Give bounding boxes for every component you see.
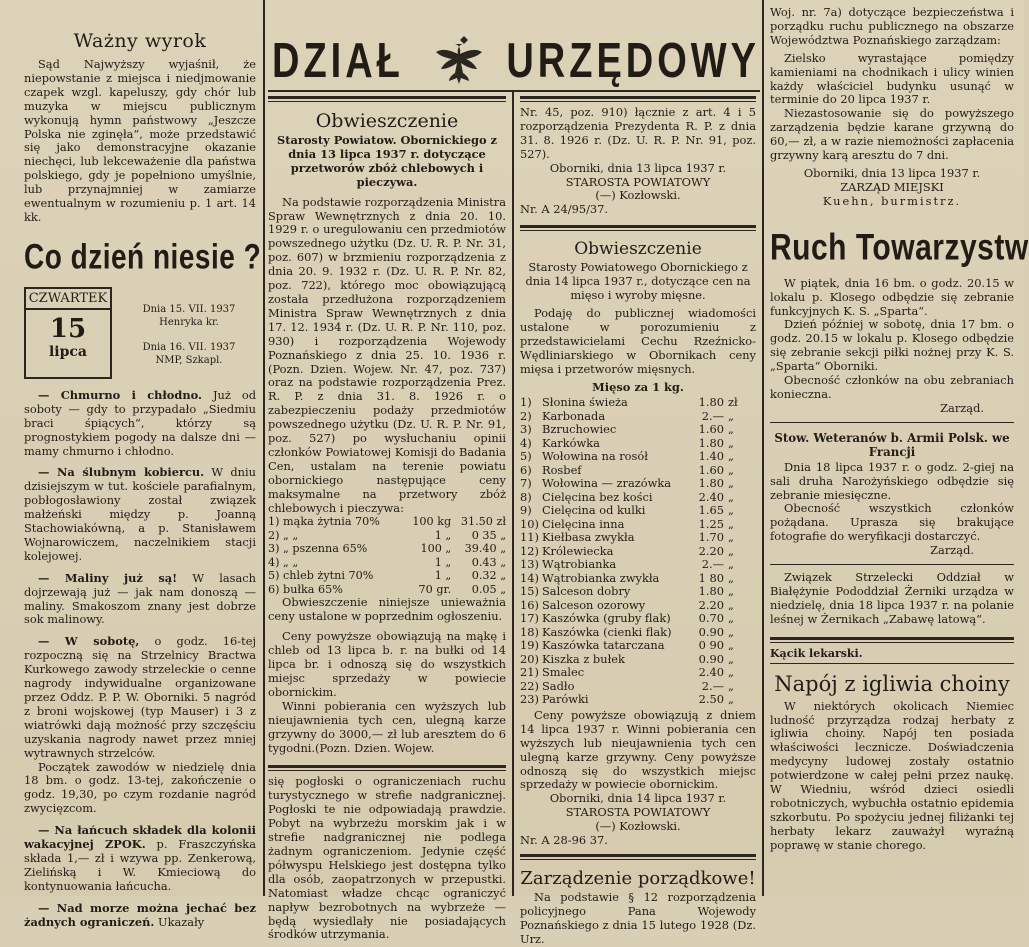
news-item: — Na ślubnym kobiercu. W dniu dzisiejszym w tut. kościele parafialnym, pobłogosławiony został związek małżeński między p. Joanną Stachowiakówną, a p. Stanisławem Wojnarowiczem, naczelnikiem stacji kolejowej. (24, 465, 256, 563)
ruch-item: Obecność członków na obu zebraniach konieczna. (770, 373, 1014, 401)
meat-row: 22) Sadło 2.— „ (520, 678, 734, 693)
nad-morze-continuation: się pogłoski o ograniczeniach ruchu turystycznego w strefie nadgranicznej. Pogłoski te nie odpowiadają prawdzie. Pobyt na wybrzeżu morskim jak i w strefie nadgranicznej nie podlega żadnym ograniczeniom. Jedynie część półwyspu Helskiego jest dostępna tylko dla osób, zaopatrzonych w przepustki. Natomiast władze chcąc ograniczyć napływ bezrobotnych na wybrzeże — będą wysiedlały nie posiadających środków utrzymania. (268, 774, 506, 942)
signature-name: Kuehn, burmistrz. (822, 193, 962, 208)
meat-table-header: Mięso za 1 kg. (592, 379, 684, 394)
column-3 (514, 0, 762, 946)
meat-row: 8) Cielęcina bez kości 2.40 „ (520, 489, 734, 504)
flour-row: 2) „ „ 1 „ 0 35 „ (268, 528, 506, 542)
meat-row: 12) Królewiecka 2.20 „ (520, 543, 734, 558)
obwieszczenie-title: Obwieszczenie (315, 110, 459, 132)
meat-row: 16) Salceson ozorowy 2.20 „ (520, 597, 734, 612)
meat-row: 11) Kiełbasa zwykła 1.70 „ (520, 530, 734, 545)
zarzadzenie-para: Zielsko wyrastające pomiędzy kamieniami na chodnikach i ulicy winien każdy właściciel budynku usunąć w terminie do 20 lipca 1937 r. (770, 50, 1014, 107)
ruch-sign: Zarząd. (940, 400, 984, 415)
meat-price-table (520, 396, 756, 707)
zarzadzenie-title: Zarządzenie porządkowe! (520, 867, 756, 889)
news-item: Początek zawodów w niedzielę dnia 18 bm. o godz. 13-tej, zakończenie o godz. 19,30, po czym rozdanie nagród zwycięzcom. (24, 759, 256, 816)
meat-row: 19) Kaszówka tatarczana 0 90 „ (520, 638, 734, 653)
signature-date: Oborniki, dnia 14 lipca 1937 r. (549, 791, 727, 806)
obwieszczenie-meat-text: Podaję do publicznej wiadomości ustalone w porozumieniu z przedstawicielami Cechu Rzeźnicko-Wędliniarskiego w Obornikach ceny mięsa i przetworów mięsnych. (520, 305, 756, 376)
column-1 (0, 0, 262, 929)
obwieszczenie-meat-subtitle: Starosty Powiatowego Obornickiego z dnia 14 lipca 1937 r., dotyczące cen na mięso i wyroby mięsne. (525, 260, 751, 303)
calendar-weekday: CZWARTEK (26, 289, 110, 310)
meat-row: 18) Kaszówka (cienki flak) 0.90 „ (520, 624, 734, 639)
flour-row: 5) chleb żytni 70% 1 „ 0.32 „ (268, 569, 506, 583)
news-item: — Chmurno i chłodno. Już od soboty — gdy to przypadało „Siedmiu braci śpiących“, którzy są prognostykiem pogody na dalsze dni — mamy chmurno i chłodno. (24, 387, 256, 458)
column-4 (764, 0, 1029, 896)
ruch-item: W piątek, dnia 16 bm. o godz. 20.15 w lokalu p. Klosego odbędzie się zebranie funkcyjnych K. S. „Sparta“. (770, 275, 1014, 318)
meat-row: 20) Kiszka z bułek 0.90 „ (520, 651, 734, 666)
niesie-title: Co dzień niesie ? (24, 236, 262, 276)
meat-row: 7) Wołowina — zrazówka 1.80 „ (520, 476, 734, 491)
calendar-date-1: Dnia 15. VII. 1937 (142, 303, 236, 315)
obwieszczenie-text-4: Winni pobierania cen wyższych lub nieujawnienia tych cen, ulegną karze grzywny do 3000,— zł lub aresztem do 6 tygodni.(Pozn. Dzien. Wojew. (268, 698, 506, 755)
meat-row: 17) Kaszówka (gruby flak) 0.70 „ (520, 611, 734, 626)
news-item: — W sobotę, o godz. 16-tej rozpoczną się na Strzelnicy Bractwa Kurkowego zawody strzeleckie o cenne nagrody indywidualne organizowane przez Oddz. P. P. W. Oborniki. 5 nagród z broni wojskowej (typ Mauser) i 3 z wiatrówki dają możność przy szczęściu uzyskania nagrody nawet przez mniej wytrawnych strzelców. (24, 634, 256, 760)
napoj-text: W niektórych okolicach Niemiec ludność przyrządza rodzaj herbaty z igliwia choiny. Napój ten posiada właściwości lecznicze. Doświadczenia medycyny ludowej zostały ostatnio potwierdzone w całej pełni przez naukę. W Wiedniu, wśród dzieci osiedli robotniczych, wybuchła ostatnio epidemia szkorbutu. Po spożyciu jednej filiżanki tej herbaty lekarz zauważył wyraźną poprawę w stanie chorego. (770, 698, 1014, 852)
obwieszczenie-text-2: Obwieszczenie niniejsze unieważnia ceny ustalone w poprzednim ogłoszeniu. (268, 595, 506, 624)
calendar-name-2: NMP, Szkapl. (155, 354, 223, 366)
signature-office: STAROSTA POWIATOWY (565, 174, 711, 189)
obwieszczenie-continuation: Nr. 45, poz. 910) łącznie z art. 4 i 5 rozporządzenia Prezydenta R. P. z dnia 31. 8. 1926 r. (Dz. U. R. P. Nr. 91, poz. 527). (520, 105, 756, 161)
document-number: Nr. A 24/95/37. (520, 202, 609, 217)
flour-row: 1) mąka żytnia 70% 100 kg 31.50 zł (268, 515, 506, 529)
meat-row: 15) Salceson dobry 1.80 „ (520, 584, 734, 599)
wyrok-text: Sąd Najwyższy wyjaśnił, że niepowstanie z miejsca i niedjmowanie czapek wzgl. kapeluszy, gdy chór lub muzyka w miejscu publicznym wykonują hymn państwowy „Jeszcze Polska nie zginęła“, może przedstawić się jako demonstracyjne okazanie niechęci, lub lekceważenie dla państwa polskiego, gdy je popełniono umyślnie, lub przynajmniej w zamiarze ewentualnym w rozumieniu p. 1 art. 14 kk. (24, 57, 256, 224)
flour-row: 4) „ „ 1 „ 0.43 „ (268, 555, 506, 569)
calendar-month: lipca (48, 343, 88, 360)
napoj-title: Napój z igliwia choiny (774, 671, 1010, 696)
obwieszczenie-text-3: Ceny powyższe obowiązują na mąkę i chleb od 13 lipca b. r. na bułki od 14 lipca br. i odnoszą się do wszystkich miejsc sprzedaży w powiecie obornickim. (268, 629, 506, 699)
meat-row: 3) Bzruchowiec 1.60 „ (520, 422, 734, 437)
stowarzyszenie-text: Dnia 18 lipca 1937 r. o godz. 2-giej na sali druha Narożyńskiego odbędzie się zebranie miesięczne. (770, 459, 1014, 502)
obwieszczenie-meat-text-2: Ceny powyższe obowiązują z dniem 14 lipca 1937 r. Winni pobierania cen wyższych lub nieujawnienia tych cen ulegną karze grzywny. Ceny powyższe odnoszą się do wszystkich miejsc sprzedaży w powiecie obornickim. (520, 707, 756, 792)
kacik-lekarski-title: Kącik lekarski. (770, 646, 863, 660)
flour-row: 3) „ pszenna 65% 100 „ 39.40 „ (268, 542, 506, 556)
column-2 (264, 0, 512, 942)
stowarzyszenie-sign: Zarząd. (930, 543, 974, 558)
signature-date: Oborniki, dnia 13 lipca 1937 r. (549, 160, 727, 175)
calendar-dates (112, 287, 256, 379)
meat-row: 6) Rosbef 1.60 „ (520, 462, 734, 477)
stowarzyszenie-title: Stow. Weteranów b. Armii Polsk. we Francji (774, 430, 1010, 459)
signature-office: ZARZĄD MIEJSKI (840, 179, 944, 194)
news-item: — Maliny już są! W lasach dojrzewają już — jak nam donoszą — maliny. Smakoszom znany jest dobrze sok malinowy. (24, 570, 256, 627)
ruch-item: Dzień później w sobotę, dnia 17 bm. o godz. 20.15 w lokalu p. Klosego odbędzie się zebranie sekcji piłki nożnej przy K. S. „Sparta“ Oborniki. (770, 317, 1014, 374)
meat-row: 9) Cielęcina od kulki 1.65 „ (520, 503, 734, 518)
masthead-left: DZIAŁ (272, 34, 404, 89)
obwieszczenie-subtitle: Starosty Powiatow. Obornickiego z dnia 13 lipca 1937 r. dotyczące przetworów zbóż chlebowych i pieczywa. (276, 133, 498, 189)
obwieszczenie-text: Na podstawie rozporządzenia Ministra Spraw Wewnętrznych z dnia 20. 10. 1929 r. o uregulowaniu cen przedmiotów powszednego użytku (Dz. U. R. P. Nr. 31, poz. 607) w brzmieniu rozporządzenia z dnia 20. 9. 1932 r. (Dz. U. R. P. Nr. 82, poz. 722), którego moc obowiązującą została przedłużona rozporządzeniem Ministra Spraw Wewnętrznych z dnia 17. 12. 1934 r. (Dz. U. R. P. Nr. 110, poz. 930) i rozporządzenia Wojewody Poznańskiego z dnia 25. 10. 1936 r. (Pozn. Dzien. Wojew. Nr. 47, poz. 737) oraz na podstawie rozporządzenia Prez. R. P. z dnia 31. 8. 1926 r. o zabezpieczeniu podaży przedmiotów powszednego użytku (Dz. U. R. P. Nr. 91, poz. 527) po wysłuchaniu opinii członków Powiatowej Komisji do Badania Cen, ustalam na terenie powiatu obornickiego następujące ceny maksymalne na przetwory zbóż chlebowych i pieczywa: (268, 194, 506, 515)
calendar-box (24, 287, 256, 379)
meat-row: 21) Smalec 2.40 „ (520, 665, 734, 680)
masthead-right: URZĘDOWY (506, 34, 760, 89)
signature-office: STAROSTA POWIATOWY (565, 805, 711, 820)
signature-name: (—) Kozłowski. (595, 188, 681, 203)
meat-row: 23) Parówki 2.50 „ (520, 692, 734, 707)
meat-row: 14) Wątrobianka zwykła 1 80 „ (520, 570, 734, 585)
news-item: — Nad morze można jechać bez żadnych ograniczeń. Ukazały (24, 900, 256, 929)
flour-row: 6) bułka 65% 70 gr. 0.05 „ (268, 582, 506, 596)
calendar-day-number: 15 (49, 313, 87, 344)
zarzadzenie-continuation: Woj. nr. 7a) dotyczące bezpieczeństwa i porządku ruchu publicznego na obszarze Województwa Poznańskiego zarządzam: (770, 5, 1014, 47)
calendar-name-1: Henryka kr. (159, 316, 219, 328)
news-item: — Na łańcuch składek dla kolonii wakacyjnej ZPOK. p. Fraszczyńska składa 1,— zł i wzywa pp. Zenkerową, Zielińską i W. Kmieciową do kontynuowania łańcucha. (24, 823, 256, 893)
signature-name: (—) Kozłowski. (595, 819, 681, 834)
flour-price-table (268, 515, 506, 596)
zwiazek-strzelecki-text: Związek Strzelecki Oddział w Białężynie Pododdział Żerniki urządza w niedzielę, dnia 18 lipca 1937 r. na polanie leśnej w Żernikach „Zabawę latową“. (770, 570, 1014, 626)
stowarzyszenie-text: Obecność wszystkich członków pożądana. Uprasza się brakujące fotografie do weryfikacji dostarczyć. (770, 501, 1014, 544)
meat-row: 13) Wątrobianka 2.— „ (520, 557, 734, 572)
ruch-towarzystw-title: Ruch Towarzystw (770, 226, 1029, 268)
signature-date: Oborniki, dnia 13 lipca 1937 r. (803, 165, 981, 180)
meat-row: 2) Karbonada 2.— „ (520, 408, 734, 423)
wyrok-title: Ważny wyrok (73, 30, 207, 52)
meat-row: 1) Słonina świeża 1.80 zł (520, 395, 738, 410)
zarzadzenie-para: Niezastosowanie się do powyższego zarządzenia będzie karane grzywną do 60,— zł, a w razie niemożności zapłacenia grzywny karą aresztu do 7 dni. (770, 106, 1014, 163)
obwieszczenie-meat-title: Obwieszczenie (574, 239, 702, 260)
meat-row: 5) Wołowina na rosół 1.40 „ (520, 449, 734, 464)
zarzadzenie-text: Na podstawie § 12 rozporządzenia policyjnego Pana Wojewody Poznańskiego z dnia 15 lutego 1928 (Dz. Urz. (520, 889, 756, 946)
document-number: Nr. A 28-96 37. (520, 833, 608, 848)
calendar-date-2: Dnia 16. VII. 1937 (142, 341, 236, 353)
meat-row: 4) Karkówka 1.80 „ (520, 435, 734, 450)
meat-row: 10) Cielęcina inna 1.25 „ (520, 516, 734, 531)
